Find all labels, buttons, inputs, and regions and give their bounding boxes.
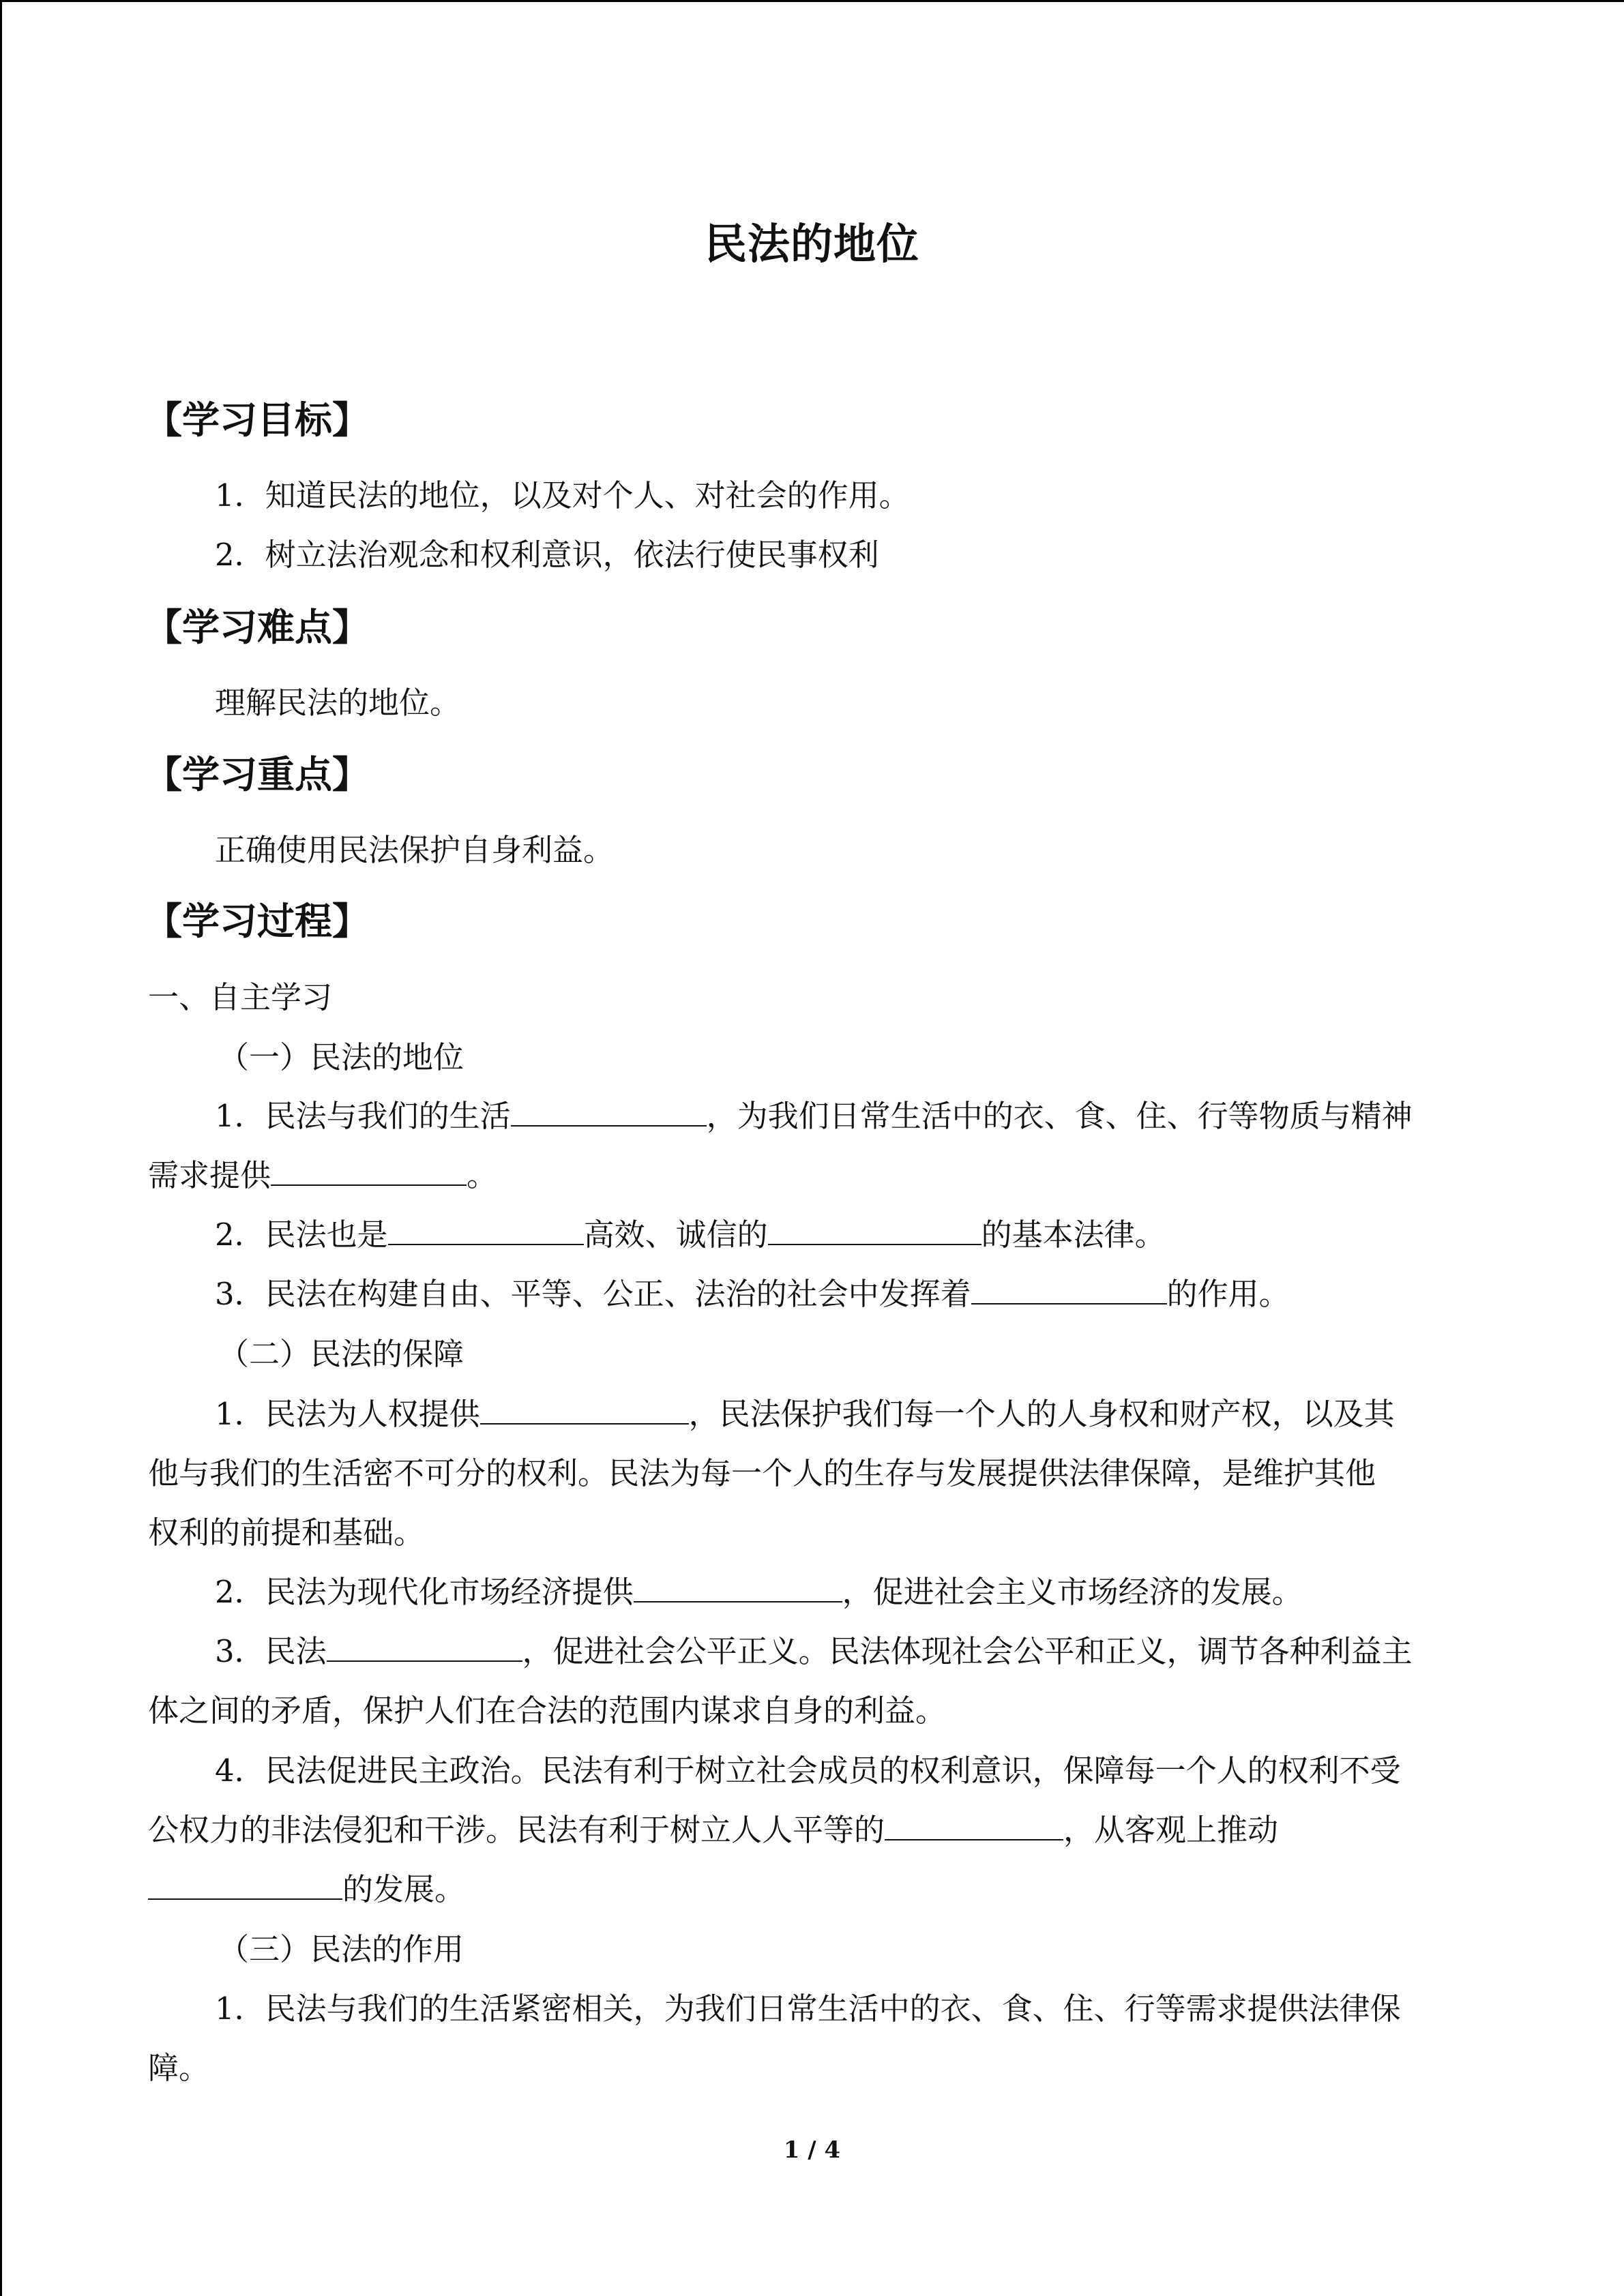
sec2-item4-line1: 4．民法促进民主政治。民法有利于树立社会成员的权利意识，保障每一个人的权利不受 [215, 1753, 1401, 1789]
sec1-title: （一）民法的地位 [218, 1039, 464, 1075]
sec2-item4-line2 [148, 1812, 1279, 1848]
text: ，民法保护我们每一个人的人身权和财产权，以及其 [688, 1396, 1395, 1432]
sec1-item1-line2 [148, 1157, 498, 1193]
text: ，为我们日常生活中的衣、食、住、行等物质与精神 [706, 1098, 1413, 1134]
sec3-item1-line2: 障。 [148, 2050, 210, 2086]
sec1-item1-line1 [215, 1098, 1413, 1134]
fill-blank[interactable] [148, 1898, 342, 1900]
sec2-item3-line1 [215, 1633, 1413, 1669]
sec2-title: （二）民法的保障 [218, 1336, 464, 1372]
key-points-text: 正确使用民法保护自身利益。 [215, 832, 615, 868]
page-number: 1 / 4 [783, 2136, 841, 2164]
heading-process: 【学习过程】 [145, 899, 370, 943]
fill-blank[interactable] [768, 1243, 981, 1245]
text: 。 [467, 1157, 498, 1193]
heading-goals: 【学习目标】 [145, 398, 370, 442]
text: ，促进社会主义市场经济的发展。 [842, 1574, 1303, 1610]
text: 高效、诚信的 [583, 1217, 768, 1253]
text: 3．民法 [215, 1633, 327, 1669]
fill-blank[interactable] [634, 1600, 842, 1602]
goal-item-2: 2．树立法治观念和权利意识，依法行使民事权利 [215, 537, 879, 573]
sec2-item1-line3: 权利的前提和基础。 [148, 1515, 425, 1551]
text: 1．民法为人权提供 [215, 1396, 480, 1432]
text: ，促进社会公平正义。民法体现社会公平和正义，调节各种利益主 [522, 1633, 1413, 1669]
fill-blank[interactable] [511, 1124, 707, 1127]
sec3-title: （三）民法的作用 [218, 1931, 464, 1967]
sec2-item2 [215, 1574, 1303, 1610]
text: ，从客观上推动 [1063, 1812, 1279, 1848]
fill-blank[interactable] [971, 1302, 1167, 1304]
fill-blank[interactable] [327, 1660, 522, 1662]
sec1-item3 [215, 1276, 1290, 1312]
sec2-item4-line3 [148, 1871, 466, 1907]
text: 的基本法律。 [981, 1217, 1166, 1253]
fill-blank[interactable] [480, 1422, 689, 1425]
part1-title: 一、自主学习 [148, 979, 333, 1015]
heading-key-points: 【学习重点】 [145, 753, 370, 796]
difficulty-text: 理解民法的地位。 [215, 685, 461, 721]
text: 1．民法与我们的生活 [215, 1098, 511, 1134]
sec2-item1-line1 [215, 1396, 1395, 1432]
text: 的发展。 [342, 1871, 466, 1907]
sec3-item1-line1: 1．民法与我们的生活紧密相关，为我们日常生活中的衣、食、住、行等需求提供法律保 [215, 1991, 1401, 2027]
text: 公权力的非法侵犯和干涉。民法有利于树立人人平等的 [148, 1812, 885, 1848]
text: 3．民法在构建自由、平等、公正、法治的社会中发挥着 [215, 1276, 971, 1312]
text: 2．民法也是 [215, 1217, 388, 1253]
sec1-item2 [215, 1217, 1166, 1253]
fill-blank[interactable] [388, 1243, 584, 1245]
document-title: 民法的地位 [704, 219, 919, 269]
sec2-item3-line2: 体之间的矛盾，保护人们在合法的范围内谋求自身的利益。 [148, 1693, 947, 1729]
heading-difficulty: 【学习难点】 [145, 606, 370, 649]
sec2-item1-line2: 他与我们的生活密不可分的权利。民法为每一个人的生存与发展提供法律保障，是维护其他 [148, 1455, 1376, 1491]
text: 2．民法为现代化市场经济提供 [215, 1574, 634, 1610]
text: 的作用。 [1166, 1276, 1290, 1312]
goal-item-1: 1．知道民法的地位，以及对个人、对社会的作用。 [215, 477, 910, 513]
fill-blank[interactable] [271, 1184, 467, 1186]
text: 需求提供 [148, 1157, 271, 1193]
fill-blank[interactable] [885, 1838, 1063, 1840]
